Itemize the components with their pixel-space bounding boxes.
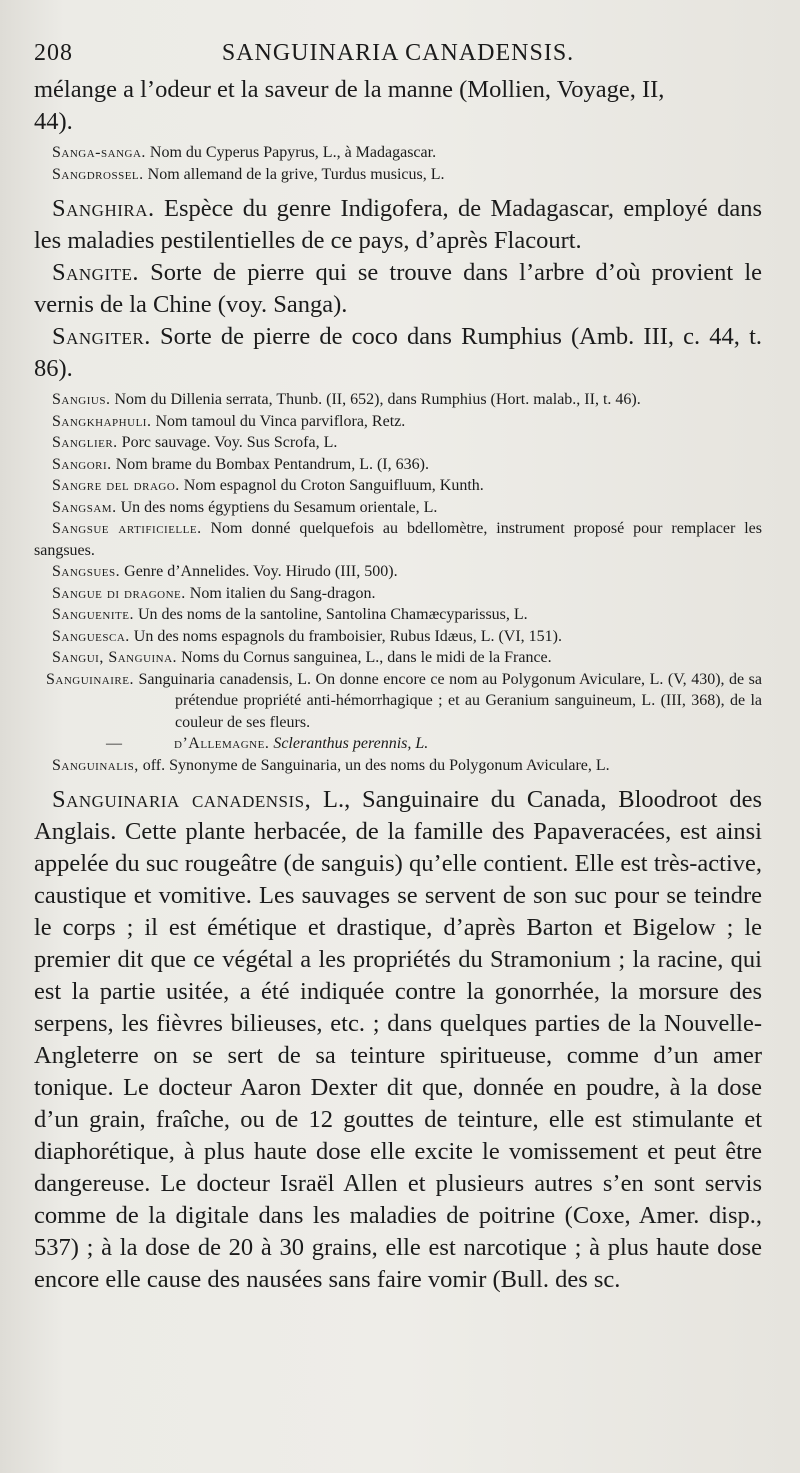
entry-sangsam bbox=[34, 497, 762, 519]
entry-head: Sangui, Sanguina. bbox=[52, 649, 178, 666]
intro-line: mélange a l’odeur et la saveur de la manne (Mollien, Voyage, II, bbox=[34, 76, 665, 103]
small-entries-b bbox=[34, 389, 762, 776]
entry-body: Un des noms espagnols du framboisier, Rubus Idæus, L. (VI, 151). bbox=[133, 627, 562, 645]
entry-head: Sanga-sanga. bbox=[52, 144, 146, 161]
entry-body: Sorte de pierre qui se trouve dans l’arbre d’où provient le vernis de la Chine (voy. Sanga). bbox=[34, 259, 763, 318]
entry-sanguenite bbox=[34, 604, 762, 626]
entry-body: Nom italien du Sang-dragon. bbox=[189, 584, 376, 602]
entry-sanguinaria-canadensis bbox=[34, 784, 762, 1296]
entry-head: Sangiter. bbox=[52, 323, 151, 350]
entry-body: Genre d’Annelides. Voy. Hirudo (III, 500). bbox=[124, 563, 398, 580]
entry-head: Sangsues. bbox=[52, 563, 121, 580]
entry-sanghira bbox=[34, 193, 762, 257]
entry-sanguesca bbox=[34, 626, 762, 648]
entry-head: Sangue di dragone. bbox=[52, 584, 186, 602]
entry-body: Nom du Cyperus Papyrus, L., à Madagascar. bbox=[149, 144, 437, 161]
entry-head: Sanglier. bbox=[52, 434, 118, 451]
entry-body: Un des noms de la santoline, Santolina Chamæcyparissus, L. bbox=[137, 606, 528, 623]
entry-body: Noms du Cornus sanguinea, L., dans le midi de la France. bbox=[181, 649, 552, 666]
entry-sanga-sanga bbox=[34, 142, 762, 164]
entry-body: Nom espagnol du Croton Sanguifluum, Kunth. bbox=[183, 477, 484, 494]
entry-sanglier bbox=[34, 432, 762, 454]
entry-body: Sorte de pierre de coco dans Rumphius (Amb. III, c. 44, t. 86). bbox=[34, 323, 763, 382]
page-header bbox=[34, 40, 762, 74]
entry-sanguinaire bbox=[34, 669, 762, 734]
entry-body: Porc sauvage. Voy. Sus Scrofa, L. bbox=[121, 434, 338, 451]
entry-head: Sangkhaphuli. bbox=[52, 412, 152, 430]
entry-head: Sanguenite. bbox=[52, 606, 134, 623]
ditto-dash: — bbox=[106, 735, 122, 752]
entry-sangite bbox=[34, 257, 762, 321]
entry-head: Sanguinaria canadensis, bbox=[52, 786, 312, 813]
entry-sanguinalis bbox=[34, 755, 762, 777]
entry-sangsue-artificielle bbox=[34, 518, 762, 561]
entry-body: Un des noms égyptiens du Sesamum orientale, L. bbox=[120, 498, 438, 516]
entry-body: Nom tamoul du Vinca parviflora, Retz. bbox=[155, 412, 406, 430]
entry-sangiter bbox=[34, 321, 762, 385]
entry-body: Scleranthus perennis, L. bbox=[273, 735, 429, 752]
entry-head: Sanguesca. bbox=[52, 627, 130, 645]
entry-head: Sangdrossel. bbox=[52, 165, 144, 183]
entry-head: Sanghira. bbox=[52, 195, 155, 222]
entry-body: Nom donné quelquefois au bdellomètre, instrument proposé pour remplacer les sangsues. bbox=[34, 520, 763, 559]
big-entries bbox=[34, 193, 762, 385]
intro-line: 44). bbox=[34, 108, 73, 135]
entry-sangsues bbox=[34, 561, 762, 583]
entry-head: Sanguinalis, bbox=[52, 756, 139, 774]
entry-sangdrossel bbox=[34, 164, 762, 186]
entry-head: Sangre del drago. bbox=[52, 477, 180, 494]
entry-head: Sanguinaire. bbox=[46, 670, 134, 688]
entry-head: Sangsue artificielle. bbox=[52, 520, 202, 537]
entry-sangkhaphuli bbox=[34, 411, 762, 433]
intro-text bbox=[34, 74, 762, 138]
entry-head: d’Allemagne. bbox=[174, 735, 270, 752]
entry-body: Espèce du genre Indigofera, de Madagascar, employé dans les maladies pestilentielles de ce pays, d’après Flacourt. bbox=[34, 195, 763, 254]
entry-sangui bbox=[34, 647, 762, 669]
entry-sangue-di-dragone bbox=[34, 583, 762, 605]
entry-body: off. Synonyme de Sanguinaria, un des noms du Polygonum Aviculare, L. bbox=[142, 756, 610, 774]
entry-head: Sangite. bbox=[52, 259, 140, 286]
entry-sangius bbox=[34, 389, 762, 411]
entry-body: Nom brame du Bombax Pentandrum, L. (I, 636). bbox=[115, 455, 429, 473]
entry-head: Sangori. bbox=[52, 455, 112, 473]
main-entry-block bbox=[34, 784, 762, 1296]
entry-sangre-del-drago bbox=[34, 475, 762, 497]
running-title: SANGUINARIA CANADENSIS. bbox=[221, 40, 575, 66]
entry-sangori bbox=[34, 454, 762, 476]
entry-body: Nom allemand de la grive, Turdus musicus, L. bbox=[147, 165, 445, 183]
entry-body: L., Sanguinaire du Canada, Bloodroot des Anglais. Cette plante herbacée, de la famille des Papaveracées, est ainsi appelée du suc rougeâtre (de sanguis) qu’elle contient. Elle est très-active, caustique et vomitive. Les sauvages se servent de son suc pour se teindre le corps ; il est émétique et drastique, d’après Barton et Bigelow ; le premier dit que ce végétal a les propriétés du Stramonium ; la racine, qui est la partie usitée, a été indiquée contre la gonorrhée, la morsure des serpens, les fièvres bilieuses, etc. ; dans quelques parties de la Nouvelle-Angleterre on se sert de sa teinture spiritueuse, comme d’un amer tonique. Le docteur Aaron Dexter dit que, donnée en poudre, à la dose d’un grain, fraîche, ou de 12 gouttes de teinture, elle est stimulante et diaphorétique, à plus haute dose elle excite le vomissement et peut être dangereuse. Le docteur Israël Allen et plusieurs autres s’en sont servis comme de la digitale dans les maladies de poitrine (Coxe, Amer. disp., 537) ; à la dose de 20 à 30 grains, elle est narcotique ; à plus haute dose encore elle cause des nausées sans faire vomir (Bull. des sc. bbox=[34, 786, 762, 1293]
entry-sanguinaire-allemagne bbox=[34, 733, 762, 755]
entry-body: Sanguinaria canadensis, L. On donne encore ce nom au Polygonum Aviculare, L. (V, 430), de sa prétendue propriété anti-hémorrhagique ; et au Geranium sanguineum, L. (III, 368), de la couleur de ses fleurs. bbox=[138, 670, 763, 731]
small-entries-a bbox=[34, 142, 762, 185]
entry-head: Sangsam. bbox=[52, 498, 117, 516]
page-number: 208 bbox=[34, 40, 73, 66]
entry-head: Sangius. bbox=[52, 391, 111, 408]
entry-body: Nom du Dillenia serrata, Thunb. (II, 652), dans Rumphius (Hort. malab., II, t. 46). bbox=[114, 391, 641, 408]
